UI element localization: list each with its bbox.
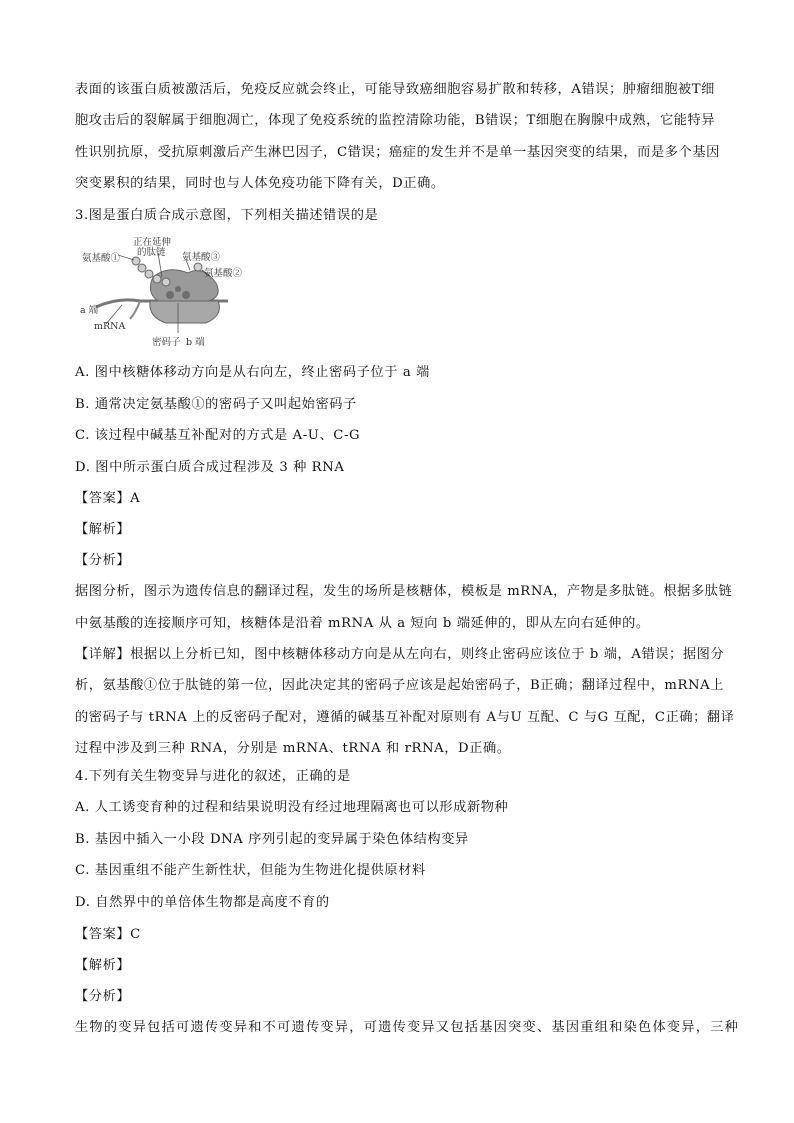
- amino-acid-bead: [153, 275, 161, 283]
- question-3-stem: 3.图是蛋白质合成示意图，下列相关描述错误的是: [75, 208, 379, 223]
- paragraph-line: 性识别抗原，受抗原刺激后产生淋巴因子，C错误；癌症的发生并不是单一基因突变的结果，而是多个基因: [75, 145, 720, 160]
- detail-line: 【详解】根据以上分析已知，图中核糖体移动方向是从左向右，则终止密码应该位于 b 端，A错误；据图分: [75, 647, 725, 662]
- label-extending-chain-1: 正在延伸: [133, 237, 172, 248]
- amino-acid-bead: [145, 270, 153, 278]
- option-a: A. 人工诱变育种的过程和结果说明没有经过地理隔离也可以形成新物种: [75, 800, 509, 815]
- detail-line: 过程中涉及到三种 RNA，分别是 mRNA、tRNA 和 rRNA，D正确。: [75, 741, 511, 756]
- amino-acid-bead: [162, 278, 170, 286]
- label-amino-acid-2: 氨基酸②: [204, 268, 243, 279]
- amino-acid-bead: [138, 264, 146, 272]
- label-a-end: a 端: [80, 305, 99, 316]
- option-c: C. 该过程中碱基互补配对的方式是 A-U、C-G: [75, 428, 361, 443]
- option-d: D. 图中所示蛋白质合成过程涉及 3 种 RNA: [75, 460, 345, 475]
- amino-acid-bead: [132, 257, 140, 265]
- option-c: C. 基因重组不能产生新性状，但能为生物进化提供原材料: [75, 863, 426, 878]
- trna-shape: [166, 291, 174, 299]
- protein-synthesis-diagram: [78, 237, 248, 349]
- label-b-end: b 端: [186, 337, 205, 348]
- label-extending-chain-2: 的肽链: [137, 247, 166, 258]
- analysis-line: 生物的变异包括可遗传变异和不可遗传变异，可遗传变异又包括基因突变、基因重组和染色体变异，三种: [75, 1020, 740, 1035]
- fenxi-label: 【分析】: [75, 989, 131, 1004]
- answer-label: 【答案】A: [75, 491, 141, 506]
- paragraph-line: 表面的该蛋白质被激活后，免疫反应就会终止，可能导致癌细胞容易扩散和转移，A错误；肿瘤细胞被T细: [75, 82, 715, 97]
- analysis-line: 中氨基酸的连接顺序可知，核糖体是沿着 mRNA 从 a 短向 b 端延伸的，即从左向右延伸的。: [75, 616, 650, 631]
- jiexi-label: 【解析】: [75, 522, 131, 537]
- detail-line: 的密码子与 tRNA 上的反密码子配对，遵循的碱基互补配对原则有 A与U 互配、C 与G 互配，C正确；翻译: [75, 710, 735, 725]
- amino-acid-bead: [194, 263, 202, 271]
- paragraph-line: 胞攻击后的裂解属于细胞凋亡，体现了免疫系统的监控清除功能，B错误；T细胞在胸腺中成熟，它能特异: [75, 113, 716, 128]
- label-codon: 密码子: [152, 337, 181, 348]
- answer-label: 【答案】C: [75, 927, 141, 942]
- label-amino-acid-3: 氨基酸③: [182, 252, 221, 263]
- option-a: A. 图中核糖体移动方向是从右向左，终止密码子位于 a 端: [75, 365, 430, 380]
- ribosome-small-subunit: [150, 301, 220, 323]
- option-d: D. 自然界中的单倍体生物都是高度不育的: [75, 895, 330, 910]
- paragraph-line: 突变累积的结果，同时也与人体免疫功能下降有关，D正确。: [75, 176, 445, 191]
- question-4-stem: 4.下列有关生物变异与进化的叙述，正确的是: [75, 769, 351, 784]
- label-mrna: mRNA: [94, 321, 126, 332]
- jiexi-label: 【解析】: [75, 958, 131, 973]
- trna-shape: [182, 291, 190, 299]
- analysis-line: 据图分析，图示为遗传信息的翻译过程，发生的场所是核糖体，模板是 mRNA，产物是多肽链。根据多肽链: [75, 584, 733, 599]
- option-b: B. 基因中插入一小段 DNA 序列引起的变异属于染色体结构变异: [75, 832, 469, 847]
- label-amino-acid-1: 氨基酸①: [82, 253, 121, 264]
- detail-line: 析，氨基酸①位于肽链的第一位，因此决定其的密码子应该是起始密码子，B正确；翻译过程中，mRNA上: [75, 678, 725, 693]
- fenxi-label: 【分析】: [75, 553, 131, 568]
- option-b: B. 通常决定氨基酸①的密码子又叫起始密码子: [75, 397, 357, 412]
